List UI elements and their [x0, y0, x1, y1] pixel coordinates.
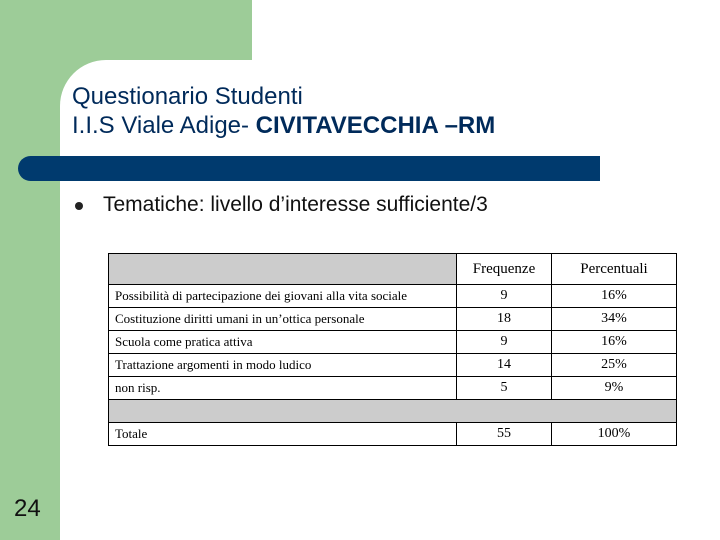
row-label: Trattazione argomenti in modo ludico	[109, 354, 457, 377]
table-total-row	[109, 423, 677, 446]
table-header-row	[109, 254, 677, 285]
row-percentage: 34%	[552, 308, 677, 331]
total-label: Totale	[109, 423, 457, 446]
row-frequency: 9	[457, 331, 552, 354]
title-divider-bar	[18, 156, 600, 181]
title-line-2	[72, 111, 495, 140]
table-row	[109, 354, 677, 377]
row-frequency: 9	[457, 285, 552, 308]
row-percentage: 16%	[552, 331, 677, 354]
row-percentage: 25%	[552, 354, 677, 377]
table-row	[109, 285, 677, 308]
header-percentuali: Percentuali	[552, 254, 677, 285]
slide-title	[72, 82, 495, 140]
row-frequency: 14	[457, 354, 552, 377]
row-label: Possibilità di partecipazione dei giovani alla vita sociale	[109, 285, 457, 308]
header-blank	[109, 254, 457, 285]
total-frequency: 55	[457, 423, 552, 446]
row-label: Scuola come pratica attiva	[109, 331, 457, 354]
row-percentage: 16%	[552, 285, 677, 308]
row-frequency: 5	[457, 377, 552, 400]
page-number: 24	[14, 495, 41, 522]
spacer-cell	[109, 400, 677, 423]
bullet-icon	[75, 202, 83, 210]
table-row	[109, 331, 677, 354]
title-line-2-bold: CIVITAVECCHIA –RM	[255, 112, 496, 139]
header-frequenze: Frequenze	[457, 254, 552, 285]
title-line-2-prefix: I.I.S Viale Adige-	[72, 112, 256, 139]
row-label: Costituzione diritti umani in un’ottica personale	[109, 308, 457, 331]
bullet-text: Tematiche: livello d’interesse sufficiente/3	[103, 193, 488, 216]
table-row	[109, 377, 677, 400]
data-table	[108, 253, 677, 446]
row-label: non risp.	[109, 377, 457, 400]
row-frequency: 18	[457, 308, 552, 331]
title-line-1: Questionario Studenti	[72, 83, 303, 110]
table-row	[109, 308, 677, 331]
total-percentage: 100%	[552, 423, 677, 446]
table-spacer-row	[109, 400, 677, 423]
row-percentage: 9%	[552, 377, 677, 400]
